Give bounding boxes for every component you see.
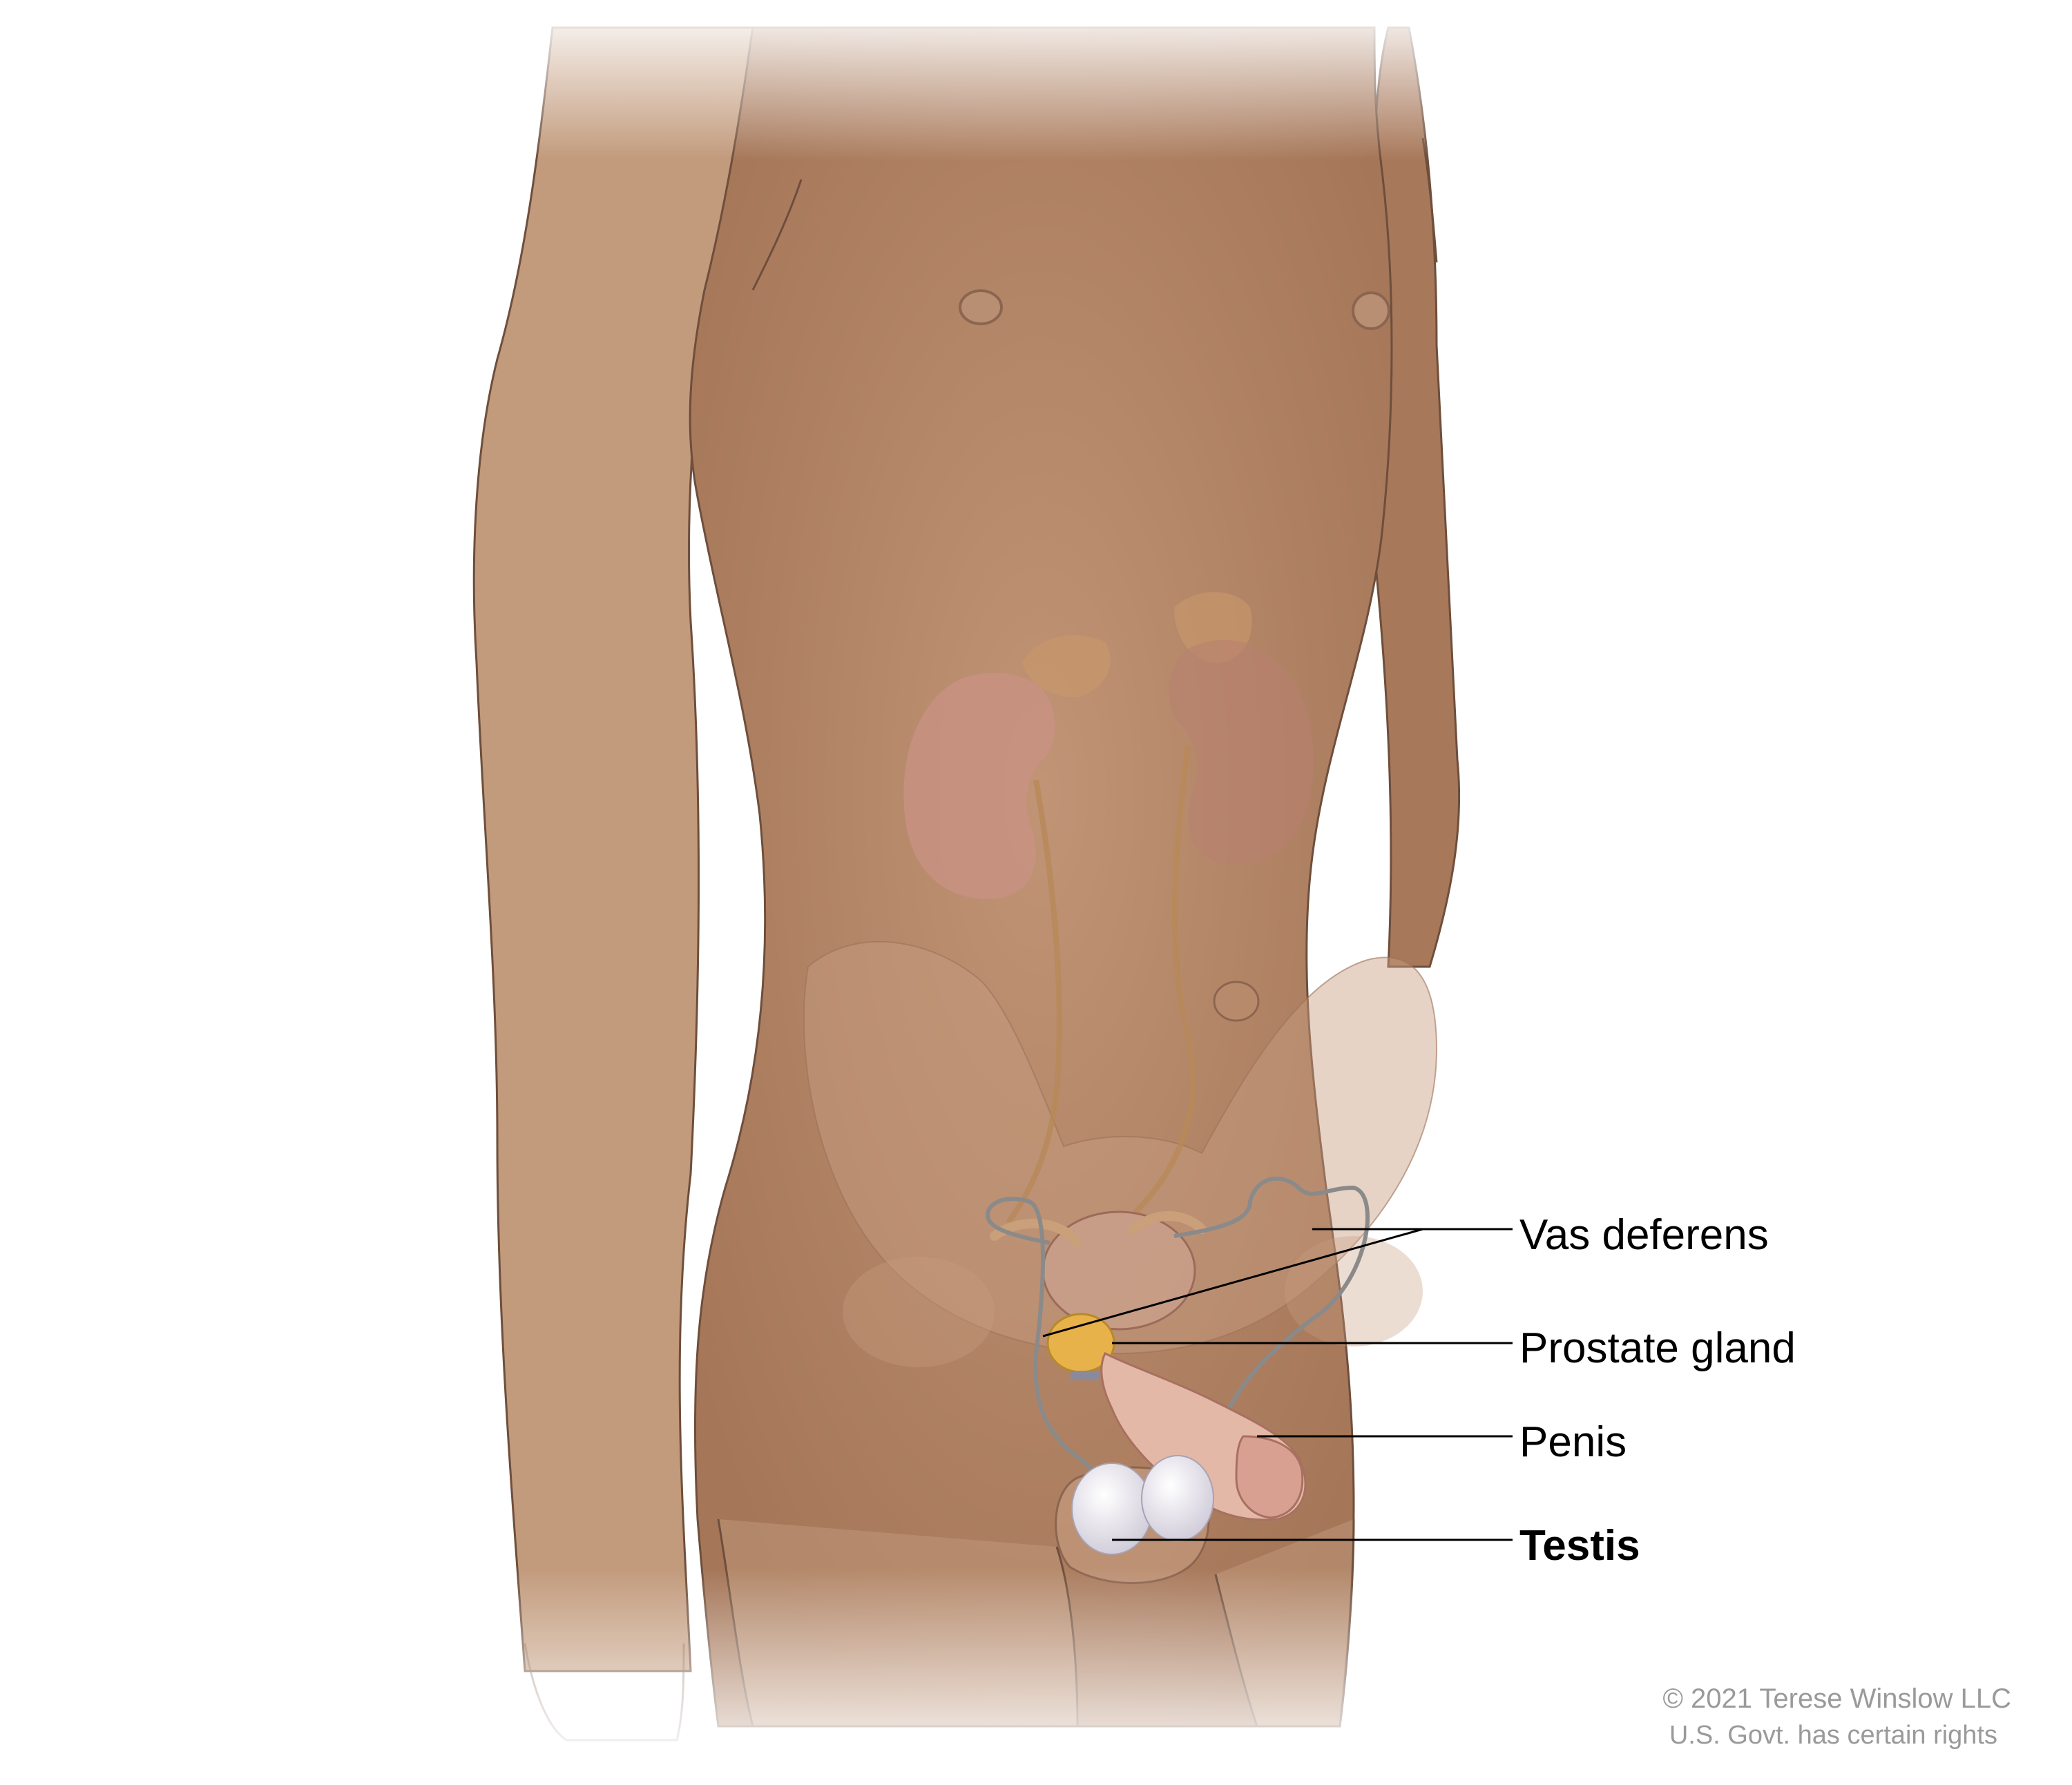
rights-line: U.S. Govt. has certain rights: [1669, 1721, 1997, 1750]
copyright-line: © 2021 Terese Winslow LLC: [1662, 1683, 2011, 1714]
label-penis: Penis: [1519, 1418, 1627, 1466]
label-prostate-gland: Prostate gland: [1519, 1324, 1796, 1372]
label-testis: Testis: [1519, 1522, 1640, 1570]
label-vas-deferens: Vas deferens: [1519, 1211, 1769, 1259]
